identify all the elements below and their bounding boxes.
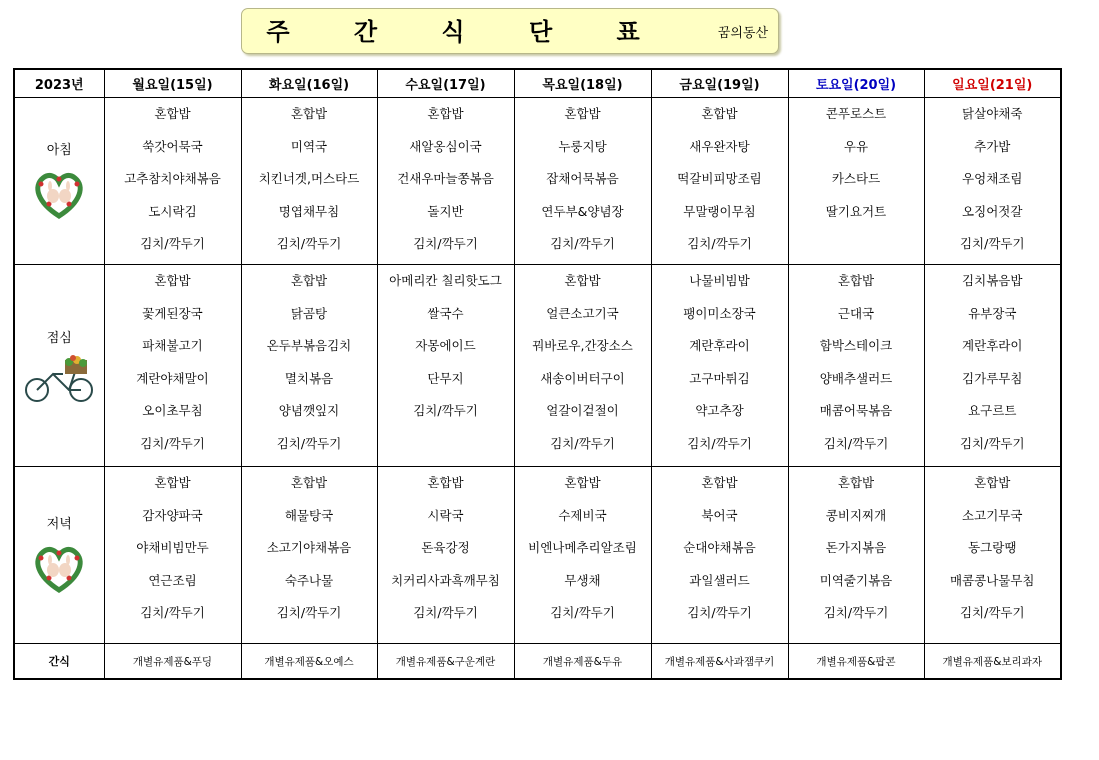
menu-item: 김치/깍두기 [959, 605, 1025, 620]
day-header: 화요일(16일) [241, 69, 377, 98]
menu-item: 김치/깍두기 [140, 605, 205, 620]
menu-item: 새알옹심이국 [409, 138, 482, 154]
menu-item: 혼합밥 [564, 475, 601, 490]
daycare-name: 꿈의동산 [717, 26, 768, 41]
menu-item: 카스타드 [831, 171, 881, 186]
meal-label: 아침 [46, 142, 72, 158]
menu-item: 누룽지탕 [558, 138, 607, 154]
menu-item: 닭살야채죽 [962, 106, 1023, 121]
menu-item: 혼합밥 [564, 106, 601, 121]
menu-item: 해물탕국 [284, 507, 334, 523]
day-header: 월요일(15일) [104, 69, 241, 98]
menu-item: 감자양파국 [142, 507, 203, 523]
menu-item: 딸기요거트 [825, 203, 887, 219]
menu-item: 오징어젓갈 [962, 203, 1023, 219]
menu-item: 함박스테이크 [819, 338, 893, 353]
menu-item: 오이초무침 [142, 403, 203, 418]
menu-item: 김치/깍두기 [687, 236, 752, 251]
dinner-cell [651, 467, 788, 644]
snack-cell: 개별유제품&팝콘 [788, 644, 924, 680]
day-header: 수요일(17일) [377, 69, 514, 98]
day-header-sunday: 일요일(21일) [924, 69, 1061, 98]
menu-item: 유부장국 [968, 305, 1017, 321]
header-row [14, 69, 1061, 98]
menu-item: 콩비지찌개 [825, 507, 887, 523]
menu-item: 명엽채무침 [278, 203, 340, 219]
menu-item: 김치볶음밥 [962, 273, 1023, 288]
menu-item: 혼합밥 [701, 475, 738, 490]
menu-item: 쌀국수 [427, 305, 464, 321]
lunch-cell [788, 265, 924, 467]
bunny-wreath-icon [29, 538, 89, 598]
menu-item: 김가루무침 [962, 370, 1023, 386]
weekly-menu-table [13, 68, 1062, 680]
menu-item: 혼합밥 [427, 475, 464, 490]
menu-item: 김치/깍두기 [550, 236, 615, 251]
menu-item: 김치/깍두기 [276, 236, 342, 251]
menu-item: 혼합밥 [837, 475, 875, 490]
menu-item: 고구마튀김 [689, 370, 750, 386]
menu-item: 돈가지볶음 [825, 540, 887, 555]
lunch-cell [104, 265, 241, 467]
menu-item: 북어국 [701, 507, 738, 523]
menu-item: 야채비빔만두 [136, 540, 209, 555]
breakfast-cell [377, 98, 514, 265]
menu-item: 김치/깍두기 [550, 605, 615, 620]
breakfast-cell [241, 98, 377, 265]
menu-item: 도시락김 [148, 203, 197, 219]
menu-item: 김치/깍두기 [959, 236, 1025, 251]
menu-item: 치커리사과흑깨무침 [391, 572, 500, 588]
menu-item: 혼합밥 [974, 475, 1011, 490]
snack-cell: 개별유제품&두유 [514, 644, 651, 680]
snack-row [14, 644, 1061, 680]
menu-item: 동그랑땡 [968, 540, 1017, 555]
lunch-row [14, 265, 1061, 467]
menu-item: 무말랭이무침 [683, 203, 756, 219]
menu-item: 양배추샐러드 [819, 370, 893, 386]
menu-item: 추가밥 [974, 138, 1011, 154]
menu-item: 연근조림 [148, 572, 197, 588]
title-box [241, 8, 779, 54]
menu-item: 김치/깍두기 [687, 435, 752, 451]
menu-item: 혼합밥 [290, 106, 328, 121]
bunny-wreath-icon [29, 164, 89, 224]
lunch-label-cell [14, 265, 104, 467]
dinner-row [14, 467, 1061, 644]
menu-item: 아메리칸 칠리핫도그 [389, 273, 502, 288]
dinner-label-cell [14, 467, 104, 644]
menu-item: 혼합밥 [837, 273, 875, 288]
menu-item: 김치/깍두기 [413, 605, 478, 620]
day-header-saturday: 토요일(20일) [788, 69, 924, 98]
menu-item: 김치/깍두기 [959, 435, 1025, 451]
menu-item: 혼합밥 [290, 273, 328, 288]
menu-item: 비엔나메추리알조림 [528, 540, 637, 555]
menu-item: 요구르트 [968, 403, 1017, 418]
menu-item: 김치/깍두기 [276, 435, 342, 451]
menu-item: 우엉채조림 [962, 171, 1023, 186]
menu-item: 혼합밥 [154, 273, 191, 288]
menu-item: 꿔바로우,간장소스 [532, 338, 633, 353]
menu-item: 혼합밥 [564, 273, 601, 288]
dinner-cell [241, 467, 377, 644]
menu-item: 순대야채볶음 [683, 540, 756, 555]
menu-item: 미역줄기볶음 [819, 572, 893, 588]
menu-item: 파채불고기 [142, 338, 203, 353]
snack-cell: 개별유제품&오예스 [241, 644, 377, 680]
menu-item: 우유 [843, 138, 869, 154]
flower-bicycle-icon [23, 354, 95, 404]
menu-item: 매콤콩나물무침 [949, 572, 1035, 588]
breakfast-cell [788, 98, 924, 265]
lunch-cell [651, 265, 788, 467]
snack-cell: 개별유제품&사과잼쿠키 [651, 644, 788, 680]
menu-item: 김치/깍두기 [823, 435, 889, 451]
lunch-cell [924, 265, 1061, 467]
menu-item: 단무지 [427, 370, 464, 386]
menu-item: 고추참치야채볶음 [124, 171, 221, 186]
menu-item: 약고추장 [695, 403, 744, 418]
menu-item: 멸치볶음 [284, 370, 334, 386]
menu-item: 계란야채말이 [136, 370, 209, 386]
menu-item: 자몽에이드 [415, 338, 476, 353]
menu-item: 김치/깍두기 [413, 236, 478, 251]
menu-item: 연두부&양념장 [541, 203, 624, 219]
menu-item: 잡채어묵볶음 [546, 171, 619, 186]
menu-item: 얼큰소고기국 [546, 305, 619, 321]
menu-item: 혼합밥 [154, 475, 191, 490]
menu-item: 혼합밥 [154, 106, 191, 121]
menu-item: 콘푸로스트 [825, 106, 887, 121]
menu-item: 계란후라이 [689, 338, 750, 353]
menu-item: 김치/깍두기 [276, 605, 342, 620]
lunch-cell [514, 265, 651, 467]
menu-item: 치킨너겟,머스타드 [258, 171, 360, 186]
menu-item: 돈육강정 [421, 540, 470, 555]
menu-item: 양념깻잎지 [278, 403, 340, 418]
menu-item: 떡갈비피망조림 [677, 171, 762, 186]
page-title: 주 간 식 단 표 [266, 18, 668, 46]
lunch-cell [377, 265, 514, 467]
menu-item: 새우완자탕 [689, 138, 750, 154]
menu-item: 혼합밥 [290, 475, 328, 490]
menu-item: 시락국 [427, 507, 464, 523]
menu-item: 수제비국 [558, 507, 607, 523]
menu-item: 숙주나물 [284, 572, 334, 588]
menu-item: 과일샐러드 [689, 572, 750, 588]
dinner-cell [924, 467, 1061, 644]
menu-item: 김치/깍두기 [140, 236, 205, 251]
menu-item: 혼합밥 [701, 106, 738, 121]
menu-item: 소고기야채볶음 [266, 540, 352, 555]
year-header: 2023년 [14, 69, 104, 98]
menu-item: 김치/깍두기 [550, 435, 615, 451]
dinner-cell [514, 467, 651, 644]
lunch-cell [241, 265, 377, 467]
snack-cell: 개별유제품&보리과자 [924, 644, 1061, 680]
menu-item: 김치/깍두기 [413, 403, 478, 418]
day-header: 금요일(19일) [651, 69, 788, 98]
menu-item: 김치/깍두기 [140, 435, 205, 451]
menu-item: 소고기무국 [962, 507, 1023, 523]
menu-item: 계란후라이 [962, 338, 1023, 353]
menu-item: 매콤어묵볶음 [819, 403, 893, 418]
dinner-cell [104, 467, 241, 644]
breakfast-cell [514, 98, 651, 265]
breakfast-label-cell [14, 98, 104, 265]
breakfast-cell [104, 98, 241, 265]
breakfast-row [14, 98, 1061, 265]
menu-item: 온두부볶음김치 [266, 338, 352, 353]
menu-item: 혼합밥 [427, 106, 464, 121]
menu-item: 근대국 [837, 305, 875, 321]
snack-cell: 개별유제품&푸딩 [104, 644, 241, 680]
menu-item: 쑥갓어묵국 [142, 138, 203, 154]
dinner-cell [377, 467, 514, 644]
menu-item: 꽃게된장국 [142, 305, 203, 321]
menu-item: 건새우마늘쫑볶음 [397, 171, 494, 186]
menu-item: 김치/깍두기 [823, 605, 889, 620]
menu-item: 닭곰탕 [290, 305, 328, 321]
menu-item: 팽이미소장국 [683, 305, 756, 321]
snack-label: 간식 [14, 644, 104, 680]
dinner-cell [788, 467, 924, 644]
menu-item: 돌지반 [427, 203, 464, 219]
menu-item: 김치/깍두기 [687, 605, 752, 620]
menu-item: 미역국 [290, 138, 328, 154]
menu-item: 나물비빔밥 [689, 273, 750, 288]
breakfast-cell [924, 98, 1061, 265]
meal-label: 저녁 [46, 516, 72, 532]
day-header: 목요일(18일) [514, 69, 651, 98]
menu-item: 새송이버터구이 [540, 370, 625, 386]
menu-item: 얼갈이겉절이 [546, 403, 619, 418]
snack-cell: 개별유제품&구운계란 [377, 644, 514, 680]
meal-label: 점심 [46, 331, 72, 346]
menu-item: 무생채 [564, 572, 601, 588]
breakfast-cell [651, 98, 788, 265]
